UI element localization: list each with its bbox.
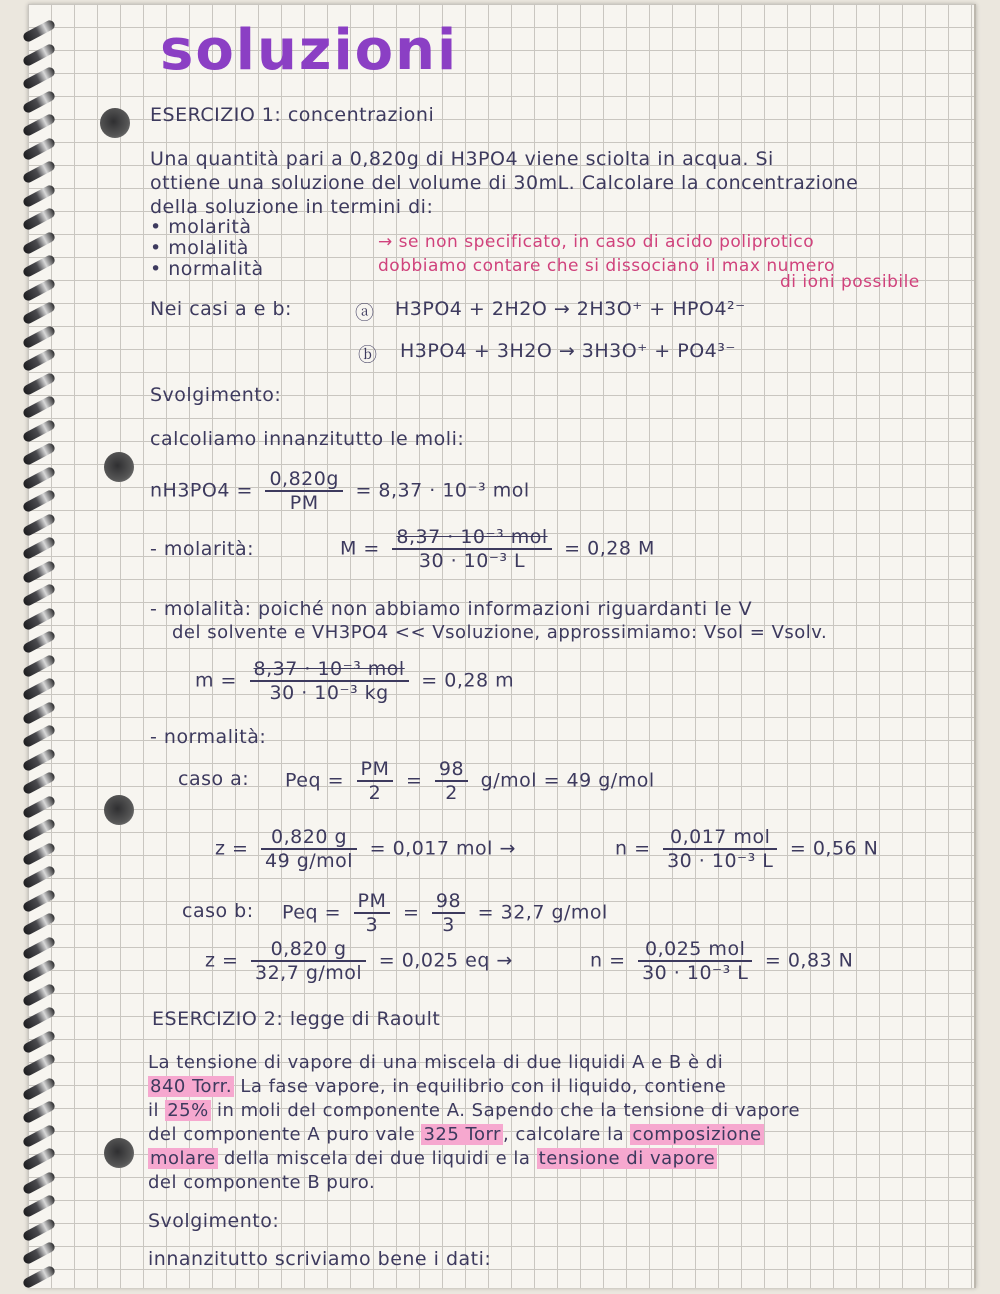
punch-hole — [104, 795, 134, 825]
spiral-coil — [22, 301, 57, 326]
z-a-equation — [215, 826, 516, 872]
ex2-text-line — [148, 1148, 717, 1169]
spiral-coil — [22, 1170, 57, 1195]
spiral-coil — [22, 489, 57, 514]
highlight: molare — [150, 1148, 216, 1169]
highlight: composizione — [632, 1124, 762, 1145]
spiral-coil — [22, 66, 57, 91]
numerator: PM — [354, 890, 391, 914]
fraction — [251, 938, 366, 984]
spiral-coil — [22, 207, 57, 232]
spiral-coil — [22, 606, 57, 631]
spiral-coil — [22, 160, 57, 185]
spiral-coil — [22, 1217, 57, 1242]
moles-equation — [150, 468, 530, 514]
reaction-b: H3PO4 + 3H2O → 3H3O⁺ + PO4³⁻ — [400, 340, 736, 362]
page-title: soluzioni — [160, 18, 459, 83]
punch-hole — [104, 452, 134, 482]
denominator: 30 · 10⁻³ kg — [269, 682, 389, 704]
spiral-coil — [22, 512, 57, 537]
solution-label: Svolgimento: — [148, 1210, 280, 1232]
fraction — [354, 890, 391, 936]
spiral-coil — [22, 865, 57, 890]
equation-rhs: = 0,56 N — [789, 837, 879, 860]
spiral-coil — [22, 254, 57, 279]
spiral-coil — [22, 630, 57, 655]
fraction — [250, 658, 409, 704]
spiral-coil — [22, 700, 57, 725]
denominator: 2 — [368, 782, 382, 804]
spiral-coil — [22, 1029, 57, 1054]
case-a-label: caso a: — [178, 768, 250, 790]
spiral-coil — [22, 230, 57, 255]
spiral-coil — [22, 912, 57, 937]
equals-sign: = — [405, 769, 423, 792]
denominator: 30 · 10⁻³ L — [642, 962, 749, 984]
fraction — [265, 468, 342, 514]
list-item: • molalità — [150, 237, 249, 259]
z-b-equation — [205, 938, 513, 984]
highlight: 25% — [167, 1100, 209, 1121]
spiral-coil — [22, 113, 57, 138]
normality-a-equation — [615, 826, 878, 872]
spiral-coil — [22, 1123, 57, 1148]
peq-a-equation — [285, 758, 655, 804]
spiral-coil — [22, 1194, 57, 1219]
step-text: innanzitutto scriviamo bene i dati: — [148, 1248, 492, 1270]
spiral-coil — [22, 959, 57, 984]
spiral-coil — [22, 348, 57, 373]
spiral-coil — [22, 747, 57, 772]
equation-rhs: = 32,7 g/mol — [477, 901, 608, 924]
denominator: 3 — [365, 914, 379, 936]
equation-lhs: z = — [205, 949, 239, 972]
fraction — [357, 758, 394, 804]
equation-lhs: n = — [590, 949, 626, 972]
ex1-text-line: ottiene una soluzione del volume di 30mL. Calcolare la concentrazione — [150, 172, 859, 194]
highlight: 325 Torr — [423, 1124, 501, 1145]
spiral-binding — [0, 0, 60, 1294]
denominator: 2 — [445, 782, 458, 804]
exercise-2-heading: ESERCIZIO 2: legge di Raoult — [152, 1008, 441, 1030]
spiral-coil — [22, 583, 57, 608]
equation-rhs: = 0,017 mol → — [369, 837, 516, 860]
equation-rhs: = 0,025 eq → — [378, 949, 513, 972]
spiral-coil — [22, 1076, 57, 1101]
spiral-coil — [22, 42, 57, 67]
denominator: 30 · 10⁻³ L — [418, 550, 526, 572]
case-b-label: caso b: — [182, 900, 254, 922]
numerator: 8,37 · 10⁻³ mol — [250, 658, 409, 682]
step-text: calcoliamo innanzitutto le moli: — [150, 428, 465, 450]
spiral-coil — [22, 1147, 57, 1172]
normality-label: - normalità: — [150, 726, 267, 748]
text-run: , calcolare la — [502, 1124, 631, 1145]
equation-lhs: n = — [615, 837, 651, 860]
fraction — [432, 890, 465, 936]
numerator: 0,820g — [265, 468, 342, 492]
numerator: 0,820 g — [251, 938, 366, 962]
spiral-coil — [22, 536, 57, 561]
numerator: 0,025 mol — [638, 938, 752, 962]
text-run: in moli del componente A. Sapendo che la tensione di vapore — [210, 1100, 801, 1121]
numerator: 98 — [435, 758, 468, 782]
spiral-coil — [22, 724, 57, 749]
highlight: tensione di vapore — [538, 1148, 716, 1169]
equation-lhs: Peq = — [285, 769, 344, 792]
spiral-coil — [22, 653, 57, 678]
side-note: dobbiamo contare che si dissociano il max numero — [378, 256, 835, 276]
spiral-coil — [22, 818, 57, 843]
side-note: di ioni possibile — [780, 272, 920, 292]
spiral-coil — [22, 771, 57, 796]
denominator: 32,7 g/mol — [254, 962, 363, 984]
text-run: il — [148, 1100, 166, 1121]
case-b-marker: ⓑ — [358, 344, 378, 366]
denominator: PM — [289, 492, 319, 514]
numerator: 98 — [432, 890, 465, 914]
ex1-text-line: della soluzione in termini di: — [150, 196, 434, 218]
spiral-coil — [22, 888, 57, 913]
list-item: • molarità — [150, 216, 252, 238]
normality-b-equation — [590, 938, 853, 984]
molality-text: del solvente e VH3PO4 << Vsoluzione, approssimiamo: Vsol = Vsolv. — [172, 622, 828, 643]
spiral-coil — [22, 1264, 57, 1289]
text-run: La fase vapore, in equilibrio con il liquido, contiene — [234, 1076, 727, 1097]
spiral-coil — [22, 841, 57, 866]
ex2-text-line — [148, 1100, 800, 1121]
denominator: 49 g/mol — [264, 850, 354, 872]
equation-lhs: nH3PO4 = — [150, 479, 253, 502]
molality-equation — [195, 658, 514, 704]
spiral-coil — [22, 559, 57, 584]
ex2-text-line: La tensione di vapore di una miscela di due liquidi A e B è di — [148, 1052, 724, 1073]
text-run: della miscela dei due liquidi e la — [217, 1148, 537, 1169]
equation-lhs: Peq = — [282, 901, 341, 924]
spiral-coil — [22, 418, 57, 443]
equation-rhs: = 0,28 m — [421, 669, 515, 692]
equation-rhs: = 8,37 · 10⁻³ mol — [355, 479, 530, 502]
equation-lhs: z = — [215, 837, 249, 860]
molality-text: - molalità: poiché non abbiamo informazioni riguardanti le V — [150, 598, 753, 620]
side-note: → se non specificato, in caso di acido poliprotico — [378, 232, 815, 252]
fraction — [638, 938, 752, 984]
spiral-coil — [22, 465, 57, 490]
molarity-equation — [340, 526, 655, 572]
spiral-coil — [22, 371, 57, 396]
ex2-text-line: del componente B puro. — [148, 1172, 376, 1193]
list-item: • normalità — [150, 258, 264, 280]
equation-rhs: = 0,83 N — [764, 949, 854, 972]
ex2-text-line — [148, 1124, 764, 1145]
numerator: 8,37 · 10⁻³ mol — [392, 526, 551, 550]
numerator: 0,820 g — [261, 826, 357, 850]
numerator: 0,017 mol — [663, 826, 777, 850]
denominator: 30 · 10⁻³ L — [667, 850, 774, 872]
equals-sign: = — [402, 901, 420, 924]
solution-label: Svolgimento: — [150, 384, 282, 406]
peq-b-equation — [282, 890, 608, 936]
fraction — [435, 758, 468, 804]
spiral-coil — [22, 442, 57, 467]
spiral-coil — [22, 1006, 57, 1031]
spiral-coil — [22, 794, 57, 819]
ex2-text-line — [148, 1076, 726, 1097]
denominator: 3 — [442, 914, 455, 936]
exercise-1-heading: ESERCIZIO 1: concentrazioni — [150, 104, 435, 126]
spiral-coil — [22, 324, 57, 349]
text-run: del componente A puro vale — [148, 1124, 422, 1145]
spiral-coil — [22, 19, 57, 44]
spiral-coil — [22, 935, 57, 960]
cases-label: Nei casi a e b: — [150, 298, 292, 320]
spiral-coil — [22, 677, 57, 702]
equation-lhs: M = — [340, 537, 380, 560]
spiral-coil — [22, 277, 57, 302]
punch-hole — [100, 108, 130, 138]
equation-rhs: = 0,28 M — [564, 537, 655, 560]
equation-lhs: m = — [195, 669, 237, 692]
spiral-coil — [22, 982, 57, 1007]
case-a-marker: ⓐ — [355, 302, 375, 324]
highlight: 840 Torr. — [150, 1076, 233, 1097]
equation-rhs: g/mol = 49 g/mol — [480, 769, 655, 792]
fraction — [392, 526, 551, 572]
spiral-coil — [22, 183, 57, 208]
punch-hole — [104, 1138, 134, 1168]
spiral-coil — [22, 395, 57, 420]
fraction — [663, 826, 777, 872]
spiral-coil — [22, 89, 57, 114]
spiral-coil — [22, 1241, 57, 1266]
spiral-coil — [22, 1053, 57, 1078]
molarity-label: - molarità: — [150, 538, 255, 560]
numerator: PM — [357, 758, 394, 782]
ex1-text-line: Una quantità pari a 0,820g di H3PO4 viene sciolta in acqua. Si — [150, 148, 774, 170]
spiral-coil — [22, 1100, 57, 1125]
spiral-coil — [22, 136, 57, 161]
fraction — [261, 826, 357, 872]
reaction-a: H3PO4 + 2H2O → 2H3O⁺ + HPO4²⁻ — [395, 298, 746, 320]
